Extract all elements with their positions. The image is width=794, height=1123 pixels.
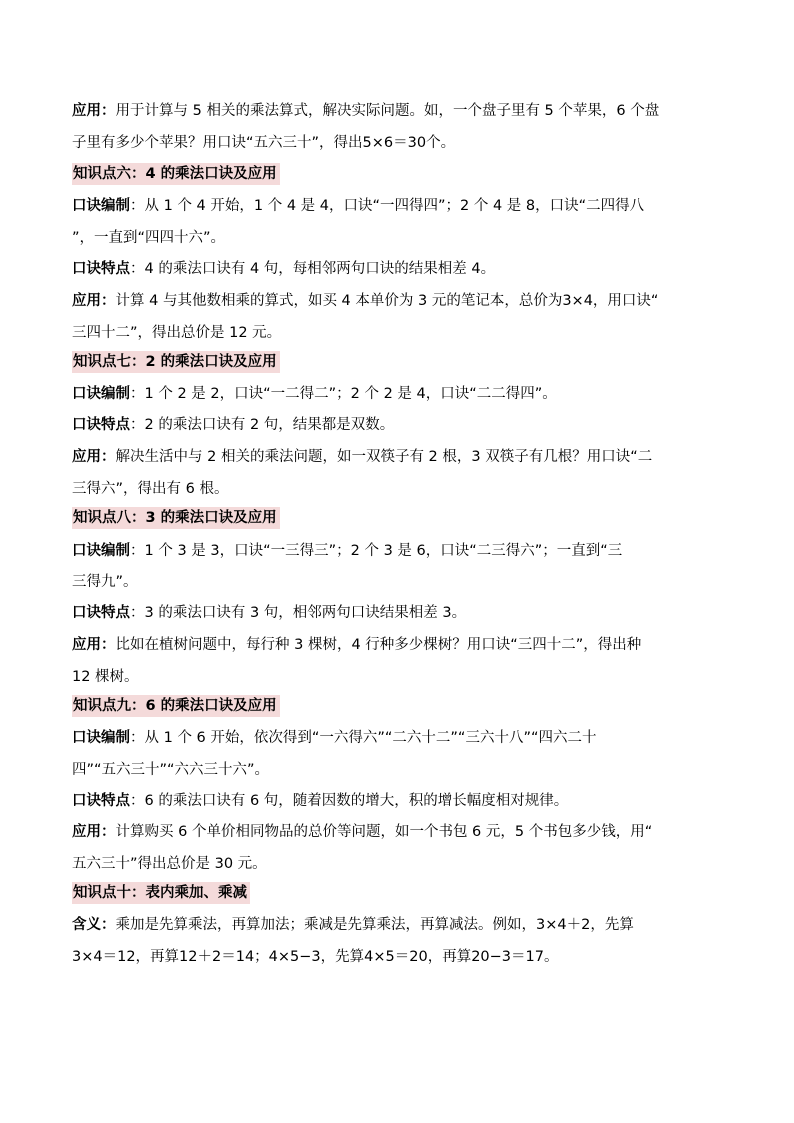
paragraph-label: 应用： xyxy=(72,824,116,840)
paragraph-label: 口诀特点 xyxy=(72,417,130,433)
paragraph-line xyxy=(72,446,652,468)
paragraph-label: 口诀编制 xyxy=(72,198,130,214)
paragraph-label: 口诀特点 xyxy=(72,793,130,809)
paragraph-line xyxy=(72,540,622,562)
section-heading-k7: 知识点七：2 的乘法口诀及应用 xyxy=(72,351,280,373)
paragraph-text: 解决生活中与 2 相关的乘法问题，如一双筷子有 2 根，3 双筷子有几根？用口诀“二 xyxy=(115,449,653,465)
paragraph-text: ：1 个 2 是 2，口诀“一二得二”；2 个 2 是 4，口诀“二二得四”。 xyxy=(130,386,557,402)
paragraph-text: 比如在植树问题中，每行种 3 棵树，4 行种多少棵树？用口诀“三四十二”，得出种 xyxy=(115,637,642,653)
paragraph-label: 口诀编制 xyxy=(72,386,130,402)
paragraph-text: ：2 的乘法口诀有 2 句，结果都是双数。 xyxy=(130,417,395,433)
paragraph-label: 应用： xyxy=(72,293,116,309)
paragraph-line xyxy=(72,602,466,624)
paragraph-text: 3×4＝12，再算12＋2＝14；4×5−3，先算4×5＝20，再算20−3＝17。 xyxy=(72,949,559,965)
paragraph-text: 五六三十”得出总价是 30 元。 xyxy=(72,856,267,872)
paragraph-text: 12 棵树。 xyxy=(72,669,139,685)
paragraph-line xyxy=(72,727,596,749)
paragraph-text: 用于计算与 5 相关的乘法算式，解决实际问题。如，一个盘子里有 5 个苹果，6 个盘 xyxy=(115,103,660,119)
paragraph-line xyxy=(72,132,455,154)
paragraph-text: 子里有多少个苹果？用口诀“五六三十”，得出5×6＝30个。 xyxy=(72,135,456,151)
section-heading-k8: 知识点八：3 的乘法口诀及应用 xyxy=(72,507,280,529)
paragraph-line xyxy=(72,258,495,280)
paragraph-text: ”，一直到“四四十六”。 xyxy=(72,230,226,246)
paragraph-line xyxy=(72,383,557,405)
paragraph-text: 计算 4 与其他数相乘的算式，如买 4 本单价为 3 元的笔记本，总价为3×4，用口诀“ xyxy=(115,293,659,309)
paragraph-line xyxy=(72,571,138,593)
paragraph-text: ：1 个 3 是 3，口诀“一三得三”；2 个 3 是 6，口诀“二三得六”；一直到“三 xyxy=(130,543,623,559)
paragraph-line xyxy=(72,914,634,936)
paragraph-line xyxy=(72,759,269,781)
paragraph-text: ：3 的乘法口诀有 3 句，相邻两句口诀结果相差 3。 xyxy=(130,605,467,621)
paragraph-label: 应用： xyxy=(72,637,116,653)
paragraph-line xyxy=(72,227,225,249)
paragraph-line xyxy=(72,634,641,656)
paragraph-text: 计算购买 6 个单价相同物品的总价等问题，如一个书包 6 元，5 个书包多少钱，用“ xyxy=(115,824,653,840)
paragraph-label: 口诀编制 xyxy=(72,543,130,559)
paragraph-line xyxy=(72,853,267,875)
paragraph-text: ：4 的乘法口诀有 4 句，每相邻两句口诀的结果相差 4。 xyxy=(130,261,496,277)
paragraph-text: 三得六”，得出有 6 根。 xyxy=(72,481,229,497)
paragraph-label: 口诀特点 xyxy=(72,261,130,277)
section-heading-k6: 知识点六：4 的乘法口诀及应用 xyxy=(72,163,280,185)
paragraph-line xyxy=(72,322,281,344)
paragraph-label: 口诀编制 xyxy=(72,730,130,746)
paragraph-text: 乘加是先算乘法，再算加法；乘减是先算乘法，再算减法。例如，3×4＋2，先算 xyxy=(115,917,634,933)
paragraph-line xyxy=(72,414,394,436)
paragraph-line xyxy=(72,821,652,843)
paragraph-label: 应用： xyxy=(72,449,116,465)
paragraph-line xyxy=(72,666,139,688)
paragraph-line xyxy=(72,100,659,122)
paragraph-text: ：6 的乘法口诀有 6 句，随着因数的增大，积的增长幅度相对规律。 xyxy=(130,793,569,809)
paragraph-line xyxy=(72,790,568,812)
section-heading-k10: 知识点十：表内乘加、乘减 xyxy=(72,882,250,904)
paragraph-label: 含义： xyxy=(72,917,116,933)
paragraph-text: ：从 1 个 4 开始，1 个 4 是 4，口诀“一四得四”；2 个 4 是 8，口诀“二四得八 xyxy=(130,198,645,214)
paragraph-label: 口诀特点 xyxy=(72,605,130,621)
paragraph-text: 三得九”。 xyxy=(72,574,138,590)
paragraph-text: 四”“五六三十”“六六三十六”。 xyxy=(72,762,270,778)
paragraph-line xyxy=(72,290,658,312)
paragraph-line xyxy=(72,946,558,968)
paragraph-label: 应用： xyxy=(72,103,116,119)
paragraph-line xyxy=(72,478,228,500)
paragraph-text: 三四十二”，得出总价是 12 元。 xyxy=(72,325,282,341)
paragraph-text: ：从 1 个 6 开始，依次得到“一六得六”“二六十二”“三六十八”“四六二十 xyxy=(130,730,597,746)
section-heading-k9: 知识点九：6 的乘法口诀及应用 xyxy=(72,695,280,717)
paragraph-line xyxy=(72,195,644,217)
